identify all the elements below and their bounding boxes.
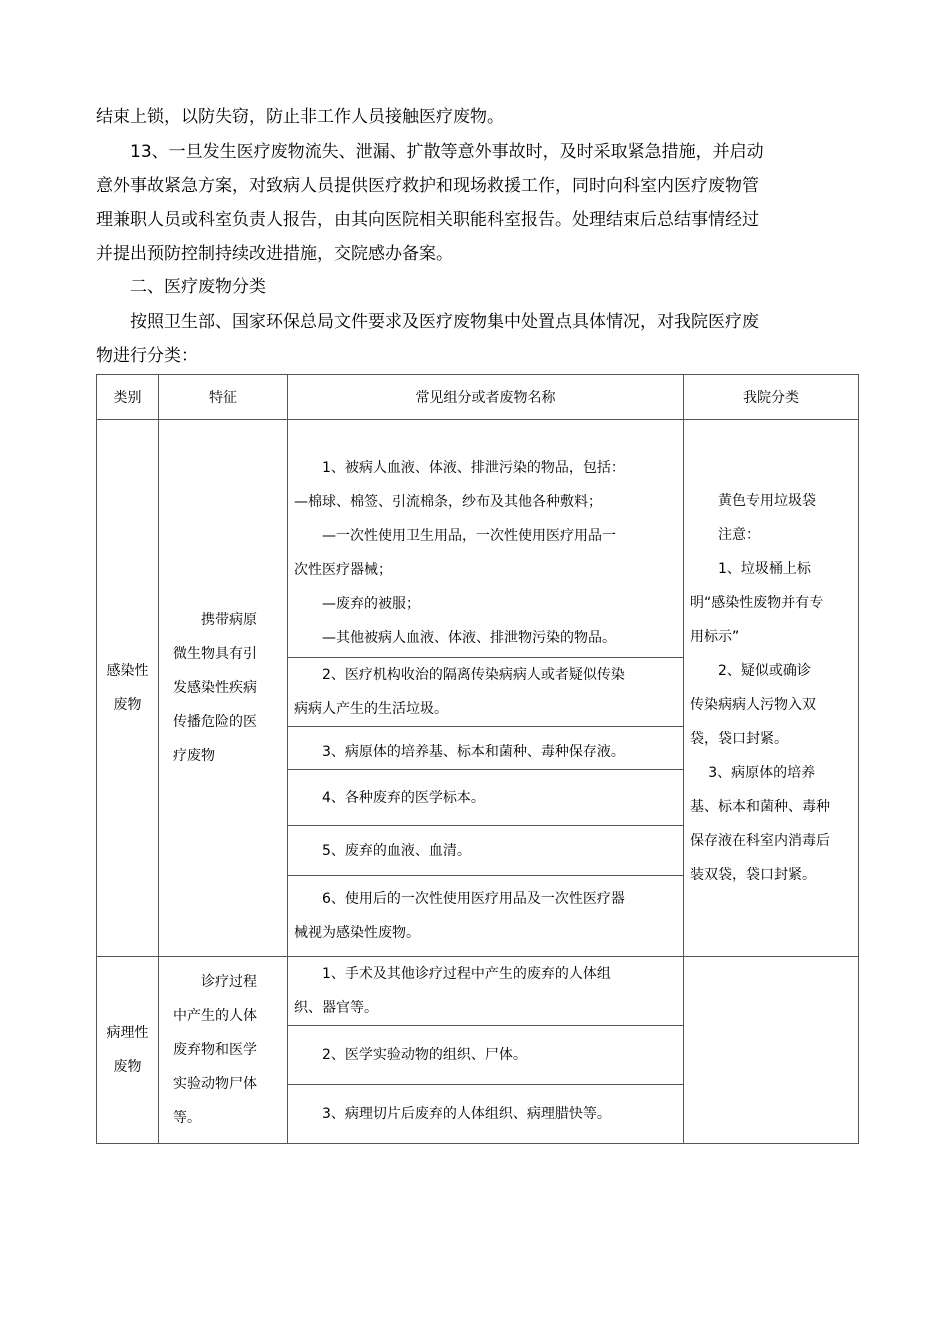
item-line: 6、使用后的一次性使用医疗用品及一次性医疗器 [322,891,625,907]
infectious-item-5 [288,826,684,876]
feature-line: 实验动物尸体 [173,1076,257,1092]
section-heading [96,270,858,304]
header-category: 类别 [97,375,159,420]
classification-line: 袋，袋口封紧。 [690,731,788,747]
item-line: 1、被病人血液、体液、排泄污染的物品，包括： [322,460,625,476]
hospital-classification-infectious [684,420,859,957]
classification-line: 传染病病人污物入双 [690,697,816,713]
item-line: 4、各种废弃的医学标本。 [322,789,485,806]
category-pathological [97,957,159,1144]
feature-line: 发感染性疾病 [173,680,257,696]
table-row [97,957,859,1026]
classification-line: 3、病原体的培养 [708,765,816,781]
pathological-item-3 [288,1085,684,1144]
feature-line: 传播危险的医 [173,714,257,730]
classification-line: 明“感染性废物并有专 [690,595,824,611]
category-line: 废物 [113,697,142,713]
item-line: 3、病理切片后废弃的人体组织、病理腊快等。 [322,1106,611,1122]
infectious-item-1 [288,420,684,658]
category-line: 废物 [113,1059,142,1075]
text-line: 并提出预防控制持续改进措施，交院感办备案。 [96,244,453,264]
feature-line: 诊疗过程 [201,974,257,990]
classification-line: 用标示” [690,629,740,645]
feature-line: 等。 [173,1110,201,1126]
classification-line: 装双袋，袋口封紧。 [690,867,816,883]
classification-line: 2、疑似或确诊 [718,663,811,679]
item-line: —棉球、棉签、引流棉条，纱布及其他各种敷料； [294,494,602,510]
table-header-row [97,375,859,420]
paragraph-lock-cabinet [96,100,858,134]
text-line: 按照卫生部、国家环保总局文件要求及医疗废物集中处置点具体情况，对我院医疗废 [130,312,759,332]
pathological-item-1 [288,957,684,1026]
item-line: 3、病原体的培养基、标本和菌种、毒种保存液。 [322,744,625,760]
text-line: 理兼职人员或科室负责人报告，由其向医院相关职能科室报告。处理结束后总结事情经过 [96,210,759,230]
item-line: 次性医疗器械； [294,562,392,578]
infectious-item-4 [288,770,684,826]
header-feature: 特征 [159,375,288,420]
category-infectious [97,420,159,957]
classification-line: 保存液在科室内消毒后 [690,833,830,849]
text-line: 结束上锁，以防失窃，防止非工作人员接触医疗废物。 [96,107,504,127]
feature-line: 中产生的人体 [173,1008,257,1024]
waste-classification-table [96,374,859,1144]
classification-line: 注意： [718,527,760,543]
item-line: 1、手术及其他诊疗过程中产生的废弃的人体组 [322,966,611,982]
item-line: 织、器官等。 [294,1000,378,1016]
header-hospital-classification: 我院分类 [684,375,859,420]
category-line: 感染性 [106,663,149,679]
paragraph-classification-intro [96,305,858,373]
feature-pathological [159,957,288,1144]
text-line: 13、一旦发生医疗废物流失、泄漏、扩散等意外事故时，及时采取紧急措施，并启动 [130,142,764,162]
text-line: 意外事故紧急方案，对致病人员提供医疗救护和现场救援工作，同时向科室内医疗废物管 [96,176,759,196]
text-line: 物进行分类： [96,346,198,366]
category-line: 病理性 [106,1025,149,1041]
header-components: 常见组分或者废物名称 [288,375,684,420]
feature-line: 疗废物 [173,748,215,764]
item-line: 械视为感染性废物。 [294,925,420,941]
classification-line: 基、标本和菌种、毒种 [690,799,830,815]
feature-line: 废弃物和医学 [173,1042,257,1058]
hospital-classification-pathological [684,957,859,1144]
item-line: 2、医疗机构收治的隔离传染病病人或者疑似传染 [322,667,625,683]
feature-line: 携带病原 [201,612,257,628]
item-line: 2、医学实验动物的组织、尸体。 [322,1047,527,1063]
item-line: 病病人产生的生活垃圾。 [294,701,448,717]
text-line: 二、医疗废物分类 [130,277,266,297]
classification-line: 黄色专用垃圾袋 [718,493,816,509]
item-line: —一次性使用卫生用品，一次性使用医疗用品一 [322,528,616,544]
pathological-item-2 [288,1026,684,1085]
feature-infectious [159,420,288,957]
table-row [97,420,859,658]
item-line: 5、废弃的血液、血清。 [322,842,471,859]
classification-line: 1、垃圾桶上标 [718,561,811,577]
feature-line: 微生物具有引 [173,646,257,662]
item-line: —其他被病人血液、体液、排泄物污染的物品。 [322,630,616,646]
paragraph-accident-procedure [96,135,858,271]
infectious-item-6 [288,876,684,957]
infectious-item-2 [288,658,684,727]
item-line: —废弃的被服； [322,596,420,612]
infectious-item-3 [288,727,684,770]
